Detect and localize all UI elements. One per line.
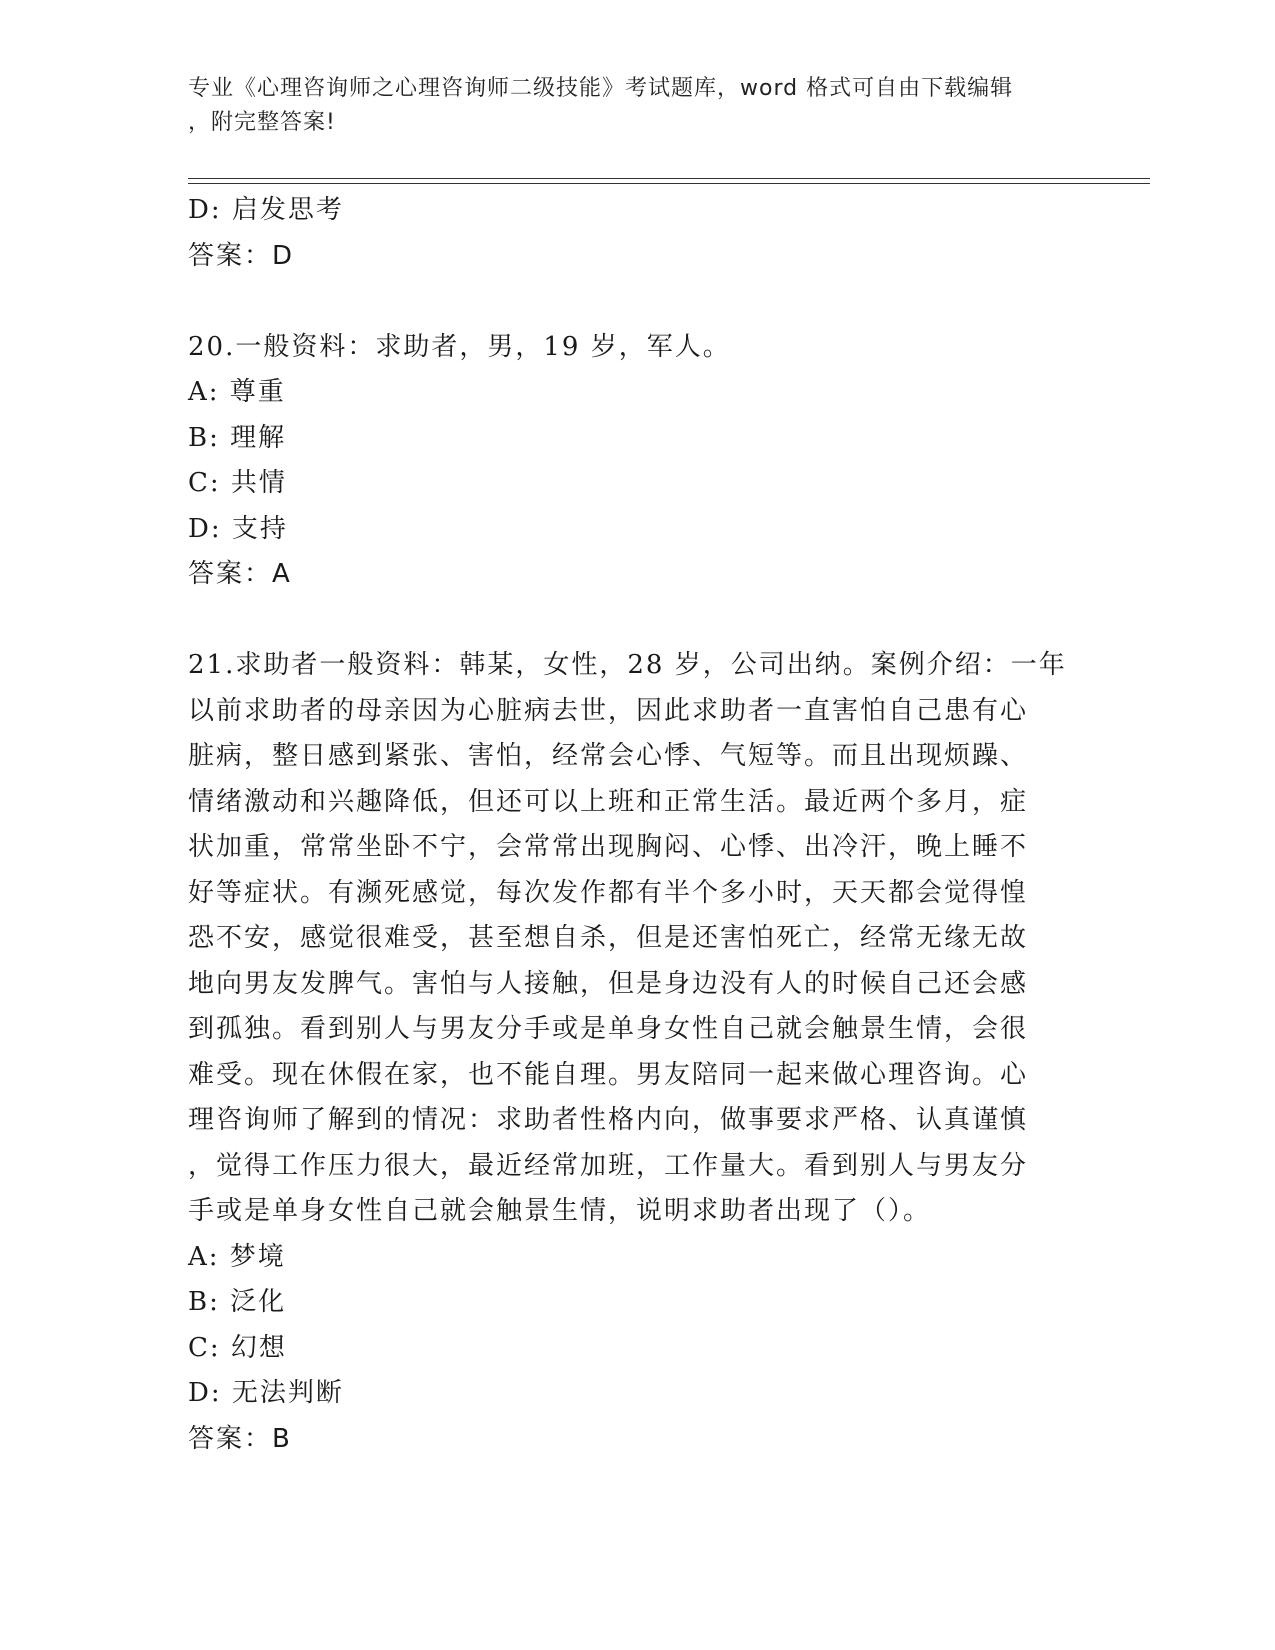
q21-stem-line: 地向男友发脾气。害怕与人接触，但是身边没有人的时候自己还会感 <box>188 968 1029 999</box>
q21-option-b: B: 泛化 <box>188 1287 287 1317</box>
q21-stem-line: 恐不安，感觉很难受，甚至想自杀，但是还害怕死亡，经常无缘无故 <box>188 923 1029 953</box>
question-21 <box>188 643 1088 1462</box>
q20-option-b: B: 理解 <box>188 422 287 453</box>
q21-stem-line: 手或是单身女性自己就会触景生情，说明求助者出现了（）。 <box>188 1196 932 1226</box>
q21-stem-line: 理咨询师了解到的情况：求助者性格内向，做事要求严格、认真谨慎 <box>188 1105 1029 1135</box>
q21-stem-line: 到孤独。看到别人与男友分手或是单身女性自己就会触景生情，会很 <box>188 1014 1029 1044</box>
spacer <box>188 598 1088 644</box>
q21-stem-line: 脏病，整日感到紧张、害怕，经常会心悸、气短等。而且出现烦躁、 <box>188 741 1029 771</box>
q21-option-a: A: 梦境 <box>188 1241 286 1272</box>
q21-stem-line: 好等症状。有濒死感觉，每次发作都有半个多小时，天天都会觉得惶 <box>188 877 1029 908</box>
q21-answer: 答案：B <box>188 1423 292 1454</box>
q21-stem-line: 情绪激动和兴趣降低，但还可以上班和正常生活。最近两个多月，症 <box>188 786 1029 817</box>
q19-answer: 答案：D <box>188 240 295 271</box>
question-20 <box>188 325 1088 598</box>
header-line-1: 专业《心理咨询师之心理咨询师二级技能》考试题库，word 格式可自由下载编辑 <box>188 76 1014 101</box>
header-rule-top <box>188 178 1150 179</box>
q21-stem-line: 难受。现在休假在家，也不能自理。男友陪同一起来做心理咨询。心 <box>188 1059 1029 1090</box>
q20-option-c: C: 共情 <box>188 468 287 498</box>
header-line-2: ，附完整答案! <box>188 110 336 135</box>
q20-option-d: D: 支持 <box>188 513 288 544</box>
question-19-tail <box>188 188 1088 279</box>
q20-option-a: A: 尊重 <box>188 377 286 407</box>
q21-option-c: C: 幻想 <box>188 1332 287 1363</box>
q20-answer: 答案：A <box>188 559 292 589</box>
document-body <box>188 188 1088 1462</box>
q21-option-d: D: 无法判断 <box>188 1378 344 1408</box>
header-rule-bottom <box>188 183 1150 184</box>
q21-stem-line: ，觉得工作压力很大，最近经常加班，工作量大。看到别人与男友分 <box>188 1150 1029 1181</box>
q21-stem-line: 以前求助者的母亲因为心脏病去世，因此求助者一直害怕自己患有心 <box>188 695 1029 726</box>
q20-stem: 20.一般资料：求助者，男，19 岁，军人。 <box>188 331 731 362</box>
spacer <box>188 279 1088 325</box>
q21-stem-line: 21.求助者一般资料：韩某，女性，28 岁，公司出纳。案例介绍：一年 <box>188 650 1067 680</box>
q19-option-d: D: 启发思考 <box>188 195 344 225</box>
q21-stem-line: 状加重，常常坐卧不宁，会常常出现胸闷、心悸、出冷汗，晚上睡不 <box>188 832 1029 862</box>
document-header <box>188 72 1088 140</box>
